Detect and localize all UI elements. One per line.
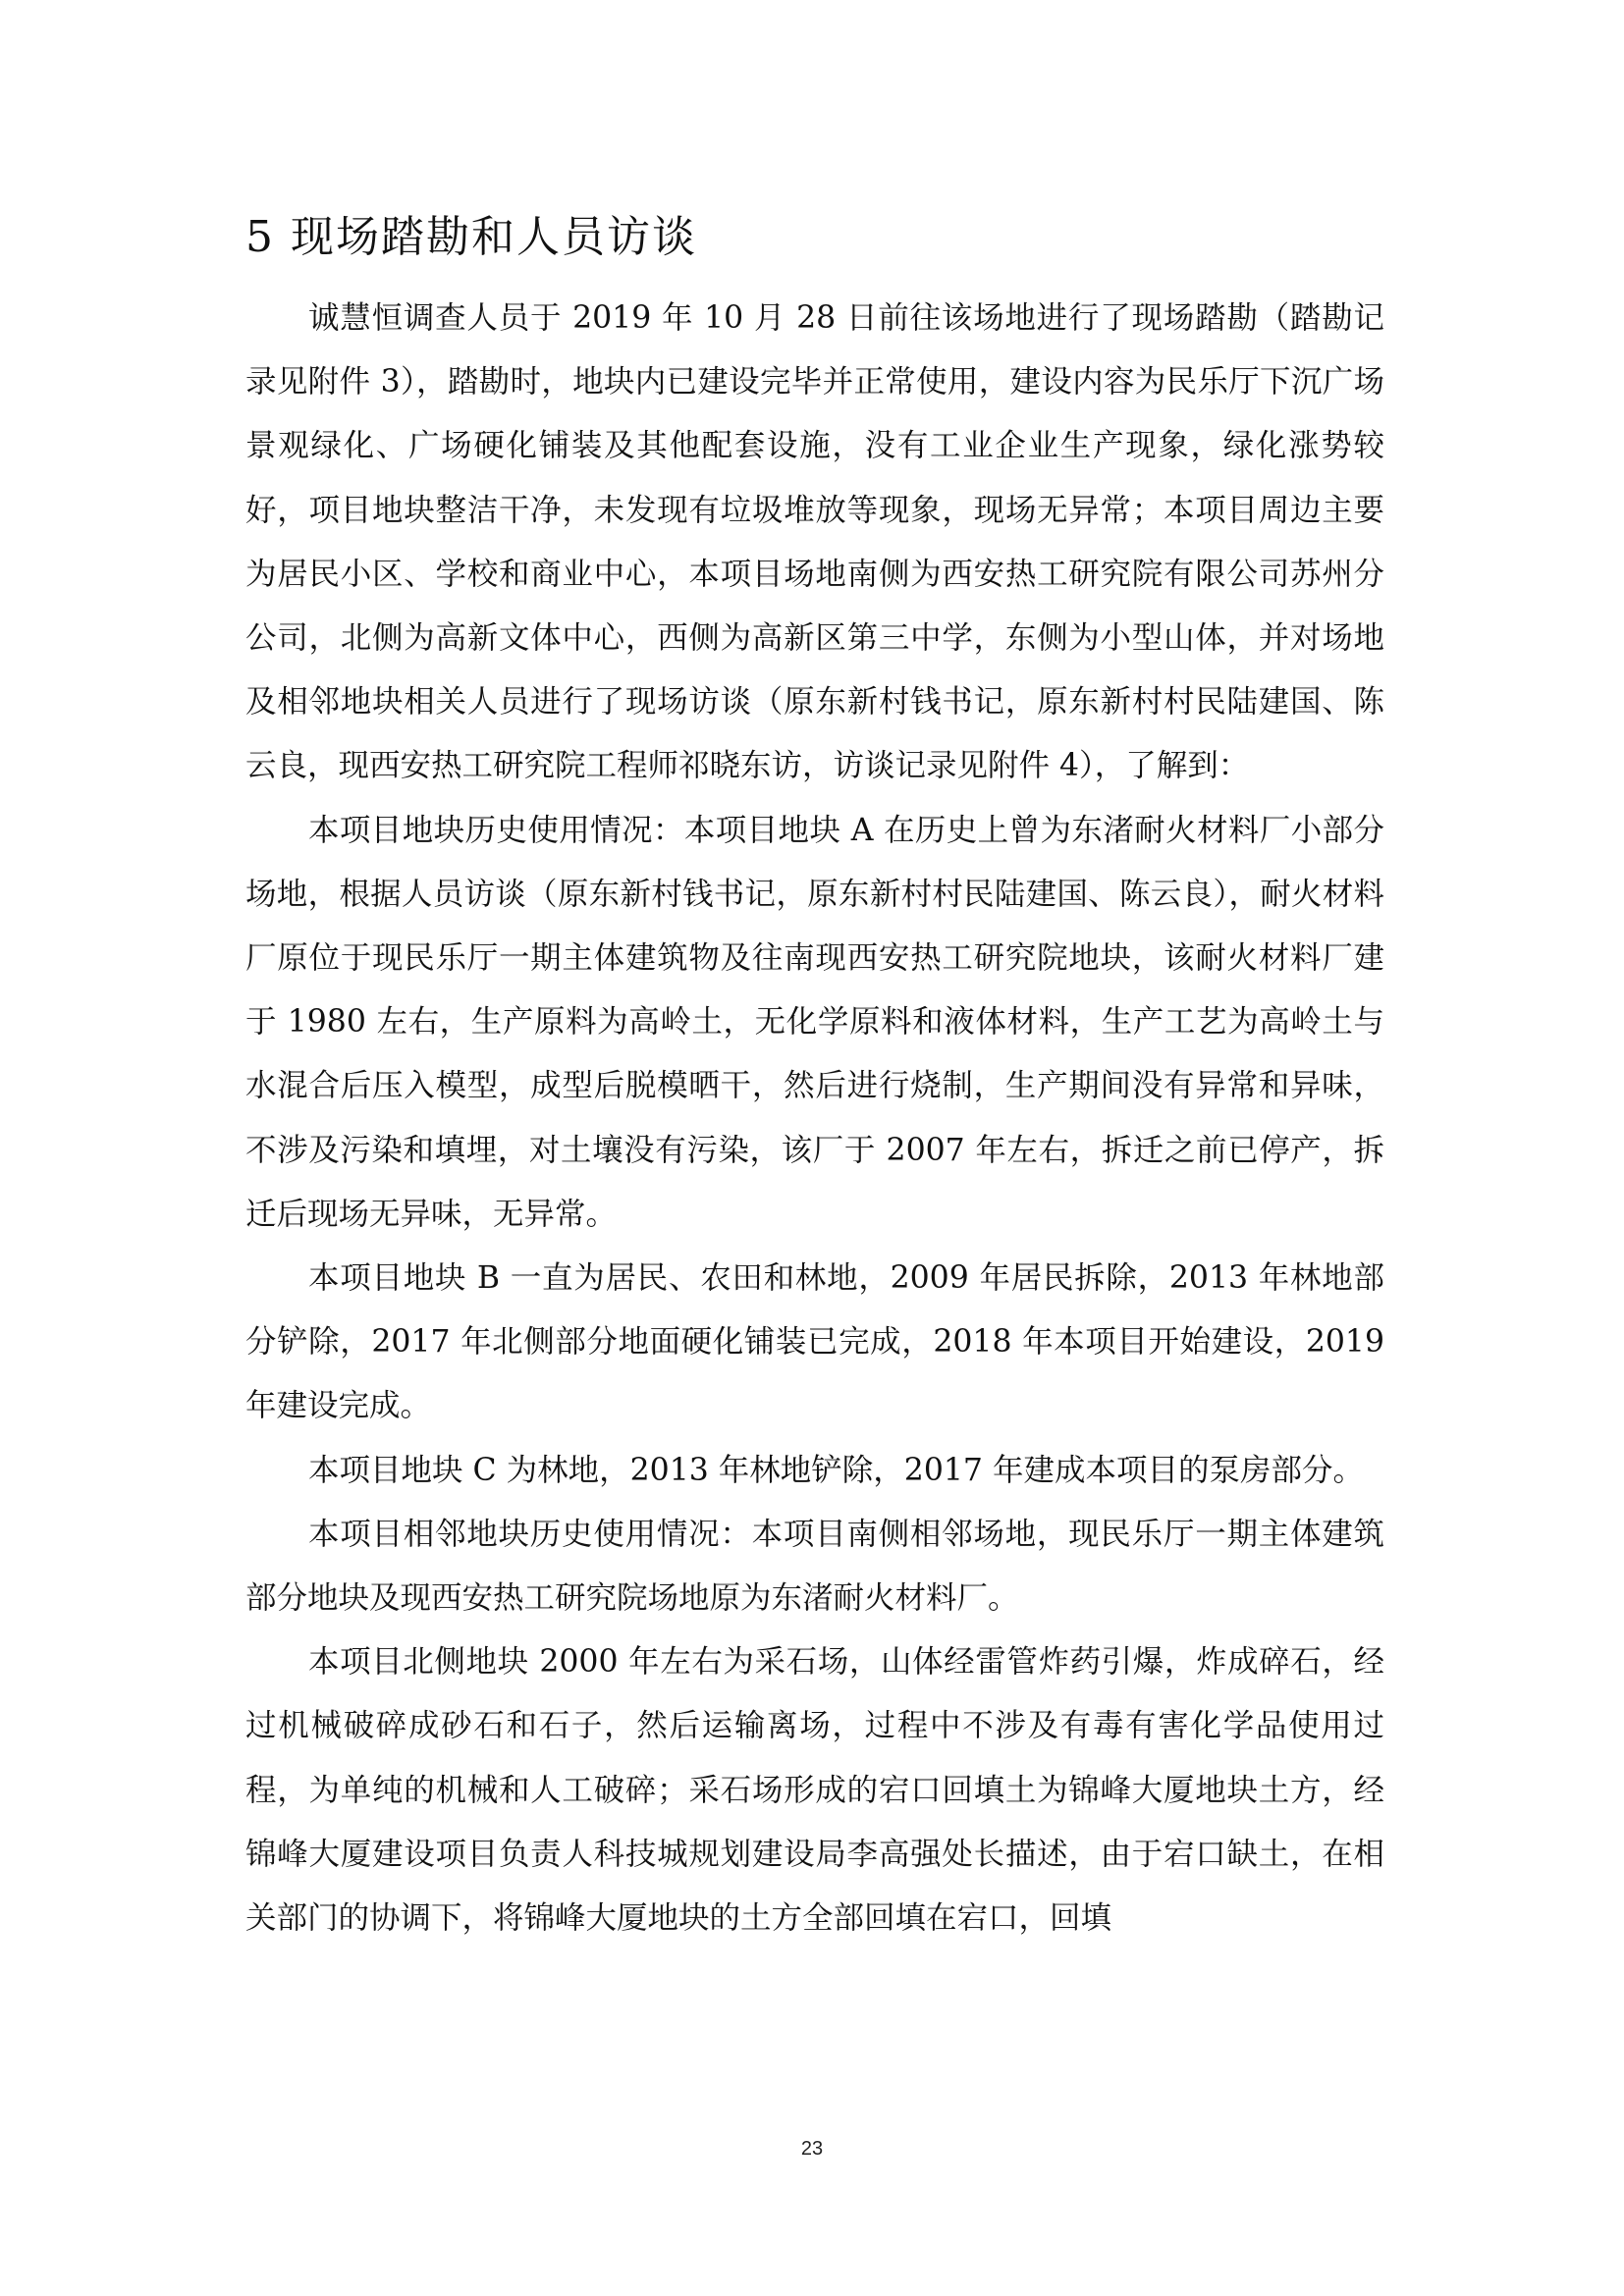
paragraph-adjacent-south: 本项目相邻地块历史使用情况：本项目南侧相邻场地，现民乐厅一期主体建筑部分地块及现西安热工研究院场地原为东渚耐火材料厂。 bbox=[245, 1516, 1384, 1617]
body-text bbox=[245, 287, 1384, 1950]
paragraph-site-survey: 诚慧恒调查人员于 2019 年 10 月 28 日前往该场地进行了现场踏勘（踏勘记录见附件 3），踏勘时，地块内已建设完毕并正常使用，建设内容为民乐厅下沉广场景观绿化、广场硬化铺装及其他配套设施，没有工业企业生产现象，绿化涨势较好，项目地块整洁干净，未发现有垃圾堆放等现象，现场无异常；本项目周边主要为居民小区、学校和商业中心，本项目场地南侧为西安热工研究院有限公司苏州分公司，北侧为高新文体中心，西侧为高新区第三中学，东侧为小型山体，并对场地及相邻地块相关人员进行了现场访谈（原东新村钱书记，原东新村村民陆建国、陈云良，现西安热工研究院工程师祁晓东访，访谈记录见附件 4），了解到： bbox=[245, 300, 1384, 784]
paragraph-plot-a-history: 本项目地块历史使用情况：本项目地块 A 在历史上曾为东渚耐火材料厂小部分场地，根据人员访谈（原东新村钱书记，原东新村村民陆建国、陈云良），耐火材料厂原位于现民乐厅一期主体建筑物及往南现西安热工研究院地块，该耐火材料厂建于 1980 左右，生产原料为高岭土，无化学原料和液体材料，生产工艺为高岭土与水混合后压入模型，成型后脱模晒干，然后进行烧制，生产期间没有异常和异味，不涉及污染和填埋，对土壤没有污染，该厂于 2007 年左右，拆迁之前已停产，拆迁后现场无异味，无异常。 bbox=[245, 812, 1384, 1232]
paragraph-plot-b-history: 本项目地块 B 一直为居民、农田和林地，2009 年居民拆除，2013 年林地部分铲除，2017 年北侧部分地面硬化铺装已完成，2018 年本项目开始建设，2019 年建设完成。 bbox=[245, 1260, 1384, 1424]
section-heading: 5 现场踏勘和人员访谈 bbox=[245, 212, 697, 262]
page-number: 23 bbox=[800, 2138, 824, 2160]
paragraph-plot-c-history: 本项目地块 C 为林地，2013 年林地铲除，2017 年建成本项目的泵房部分。 bbox=[308, 1452, 1364, 1488]
paragraph-adjacent-north: 本项目北侧地块 2000 年左右为采石场，山体经雷管炸药引爆，炸成碎石，经过机械破碎成砂石和石子，然后运输离场，过程中不涉及有毒有害化学品使用过程，为单纯的机械和人工破碎；采石场形成的宕口回填土为锦峰大厦地块土方，经锦峰大厦建设项目负责人科技城规划建设局李高强处长描述，由于宕口缺土，在相关部门的协调下，将锦峰大厦地块的土方全部回填在宕口，回填 bbox=[245, 1644, 1384, 1937]
